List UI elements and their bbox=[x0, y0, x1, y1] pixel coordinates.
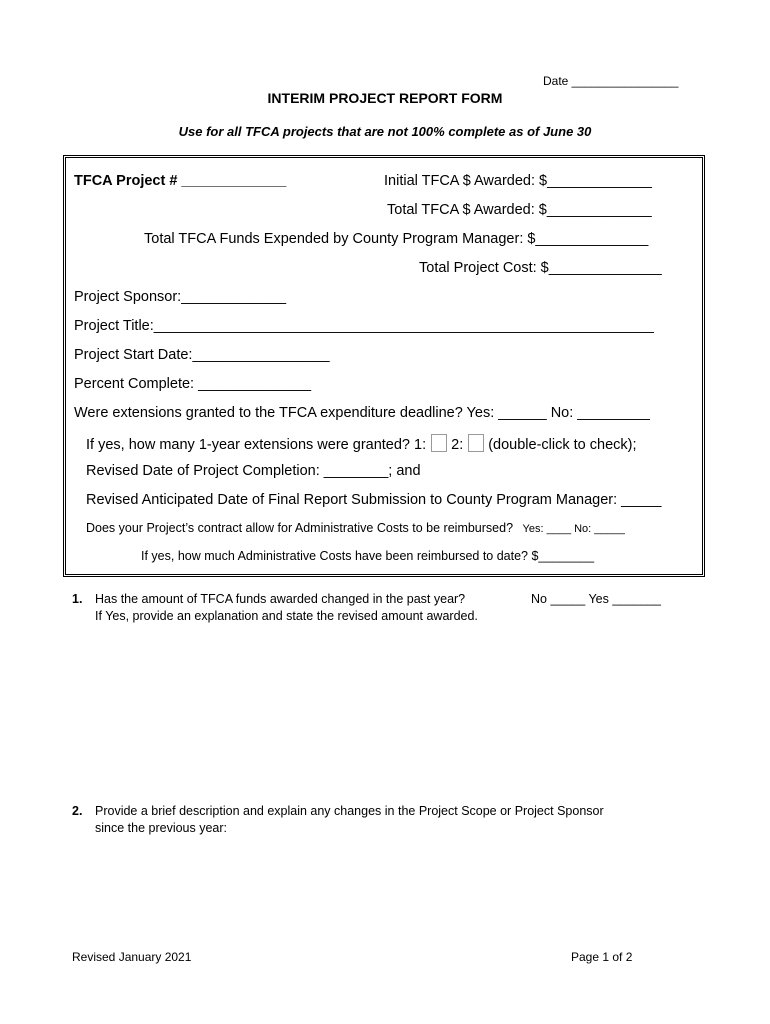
revision-date: Revised January 2021 bbox=[72, 950, 192, 964]
extensions-count-row bbox=[86, 434, 637, 453]
project-title-field[interactable]: Project Title:______________________________________________________________ bbox=[74, 318, 654, 334]
question-1-text: Has the amount of TFCA funds awarded changed in the past year? bbox=[95, 592, 466, 606]
initial-awarded-field[interactable]: Initial TFCA $ Awarded: $_____________ bbox=[384, 173, 652, 189]
extension-2-label: 2: bbox=[451, 437, 464, 453]
question-2-text-continued: since the previous year: bbox=[95, 821, 228, 835]
form-subtitle: Use for all TFCA projects that are not 100% complete as of June 30 bbox=[178, 124, 592, 139]
question-2-number: 2. bbox=[72, 804, 83, 818]
page-number: Page 1 of 2 bbox=[571, 950, 633, 964]
project-info-box bbox=[63, 155, 705, 577]
extension-1-checkbox[interactable] bbox=[431, 434, 447, 452]
extensions-count-label: If yes, how many 1-year extensions were granted? 1: bbox=[86, 437, 427, 453]
funds-expended-field[interactable]: Total TFCA Funds Expended by County Program Manager: $______________ bbox=[144, 231, 649, 247]
tfca-project-number-field[interactable]: TFCA Project # _____________ bbox=[74, 173, 287, 189]
question-1-instruction: If Yes, provide an explanation and state the revised amount awarded. bbox=[95, 609, 478, 623]
project-sponsor-field[interactable]: Project Sponsor:_____________ bbox=[74, 289, 287, 305]
double-click-hint: (double-click to check); bbox=[488, 437, 637, 453]
admin-costs-yes-no-field[interactable]: Yes: ____ No: _____ bbox=[522, 523, 625, 535]
question-1-options[interactable]: No _____ Yes _______ bbox=[531, 592, 661, 606]
extensions-granted-field[interactable]: Were extensions granted to the TFCA expenditure deadline? Yes: ______ No: _________ bbox=[74, 405, 650, 421]
revised-final-report-date-field[interactable]: Revised Anticipated Date of Final Report Submission to County Program Manager: _____ bbox=[86, 492, 662, 508]
revised-completion-date-field[interactable]: Revised Date of Project Completion: ________; and bbox=[86, 463, 421, 479]
extension-2-checkbox[interactable] bbox=[468, 434, 484, 452]
total-awarded-field[interactable]: Total TFCA $ Awarded: $_____________ bbox=[387, 202, 652, 218]
date-field[interactable]: Date ________________ bbox=[543, 74, 679, 88]
question-1-number: 1. bbox=[72, 592, 83, 606]
question-2-text: Provide a brief description and explain any changes in the Project Scope or Project Sponsor bbox=[95, 804, 604, 818]
percent-complete-field[interactable]: Percent Complete: ______________ bbox=[74, 376, 312, 392]
form-title: INTERIM PROJECT REPORT FORM bbox=[267, 90, 503, 106]
total-project-cost-field[interactable]: Total Project Cost: $______________ bbox=[419, 260, 662, 276]
project-start-date-field[interactable]: Project Start Date:_________________ bbox=[74, 347, 330, 363]
admin-costs-question bbox=[86, 521, 625, 535]
admin-costs-question-text: Does your Project’s contract allow for Administrative Costs to be reimbursed? bbox=[86, 521, 514, 535]
admin-costs-amount-field[interactable]: If yes, how much Administrative Costs have been reimbursed to date? $________ bbox=[141, 549, 595, 563]
